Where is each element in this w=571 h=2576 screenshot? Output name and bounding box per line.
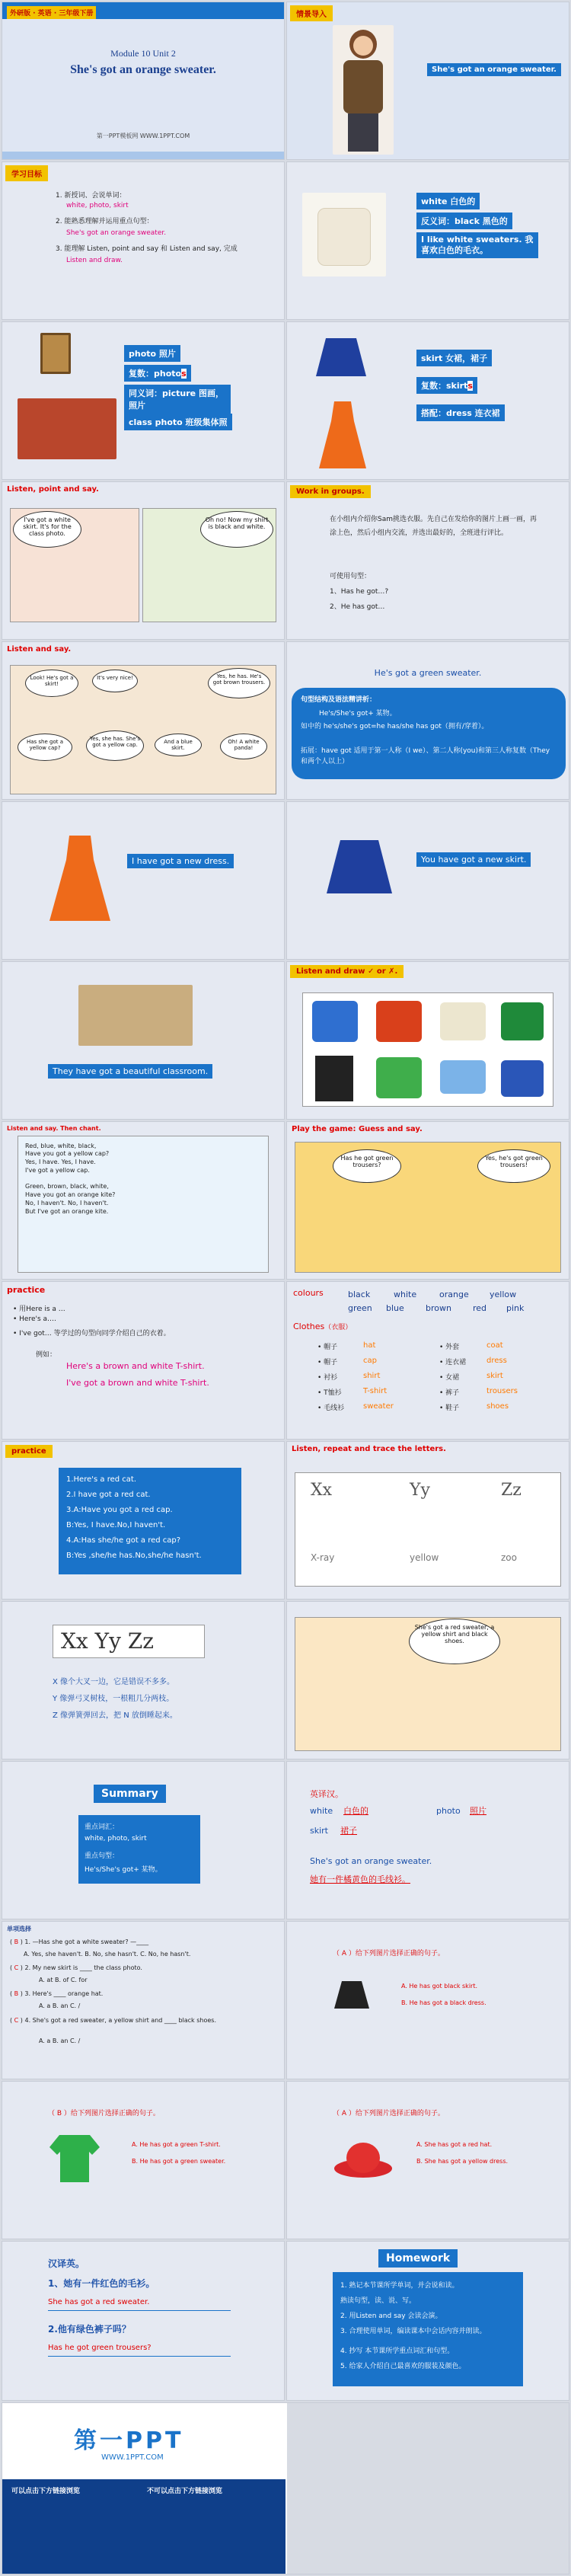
colour-yellow: yellow [490,1290,517,1299]
bubble-blue-skirt: And a blue skirt. [155,733,202,756]
listen-point-say-tag: Listen, point and say. [7,485,99,494]
c2e-answer-1: She has got a red sweater. [48,2298,150,2306]
practice-example-label: 例如： [36,1351,57,1359]
dialogue-line-2: 2.I have got a red cat. [66,1491,151,1499]
chant-line-2: Have you got a yellow cap? [25,1150,110,1157]
choose-hat-heading: （ A ）给下列图片选择正确的句子。 [333,2110,445,2117]
class-photo-picture [18,398,116,459]
mc-question-3: ( B ) 3. Here's ____ orange hat. [10,1990,104,1997]
slide-objectives[interactable] [2,161,285,320]
objective-1: 1. 新授词、会说单词： [56,192,126,200]
bubble-describe: She's got a red sweater, a yellow shirt and black shoes. [409,1619,500,1664]
c2e-heading: 汉译英。 [48,2258,85,2269]
slide-cover[interactable] [2,2,285,160]
group-work-pattern-label: 可使用句型： [330,573,372,580]
slide-choose-skirt[interactable] [286,1921,569,2079]
translate-white-answer: 白色的 [343,1806,368,1816]
translate-skirt-answer: 裙子 [340,1826,357,1836]
slide-choose-sweater[interactable] [2,2081,285,2239]
practice-example-1: Here's a brown and white T-shirt. [66,1361,205,1371]
shirt-icon [440,1002,486,1040]
mc-question-4: ( C ) 4. She's got a red sweater, a yellow shirt and ____ black shoes. [10,2017,216,2024]
group-work-pattern-1: 1、Has he got…? [330,588,389,596]
homework-line-2: 熟读句型，读、说、写。 [340,2297,416,2305]
black-skirt-picture [333,1980,371,2010]
clothes-en-4: T-shirt [363,1387,388,1395]
clothes-en-8: skirt [486,1372,503,1380]
slide-new-skirt[interactable] [286,801,569,960]
slide-listen-say-cartoon[interactable] [2,641,285,800]
colour-orange: orange [439,1290,469,1299]
framed-photo-picture [40,333,71,374]
clothes-cn-10: • 鞋子 [439,1405,460,1412]
lead-in-tag: 情景导入 [290,5,333,21]
chant-line-5: Green, brown, black, white, [25,1183,109,1190]
chant-line-4: I've got a yellow cap. [25,1167,90,1174]
chant-line-3: Yes, I have. Yes, I have. [25,1159,96,1165]
chant-line-6: Have you got an orange kite? [25,1191,116,1198]
practice-example-2: I've got a brown and white T-shirt. [66,1378,209,1388]
slide-listen-point-say[interactable] [2,481,285,640]
colour-pink: pink [506,1303,525,1313]
slide-describe-scene[interactable] [286,1601,569,1759]
choose-sweater-option-a: A. He has got a green T-shirt. [132,2141,221,2148]
colours-label: colours [293,1288,324,1298]
shoes-icon [501,1060,544,1097]
slide-letters-trace[interactable] [286,1441,569,1600]
clothes-cn-5: • 毛线衫 [317,1405,345,1412]
translate-sentence-answer: 她有一件橘黄色的毛线衫。 [310,1874,410,1884]
homework-line-6: 5. 给家人介绍自己最喜欢的服装及颜色。 [340,2363,466,2370]
listen-draw-tag: Listen and draw ✓ or ✗. [290,965,404,978]
letters-big: Xx Yy Zz [61,1628,155,1654]
white-sweater-picture [302,193,386,276]
classroom-caption: They have got a beautiful classroom. [48,1064,212,1079]
rhyme-y: Y 像弹弓叉树枝，一根粗几分两枝。 [53,1695,174,1703]
practice-line-2: • Here's a…. [13,1315,56,1323]
cap-icon [440,1060,486,1094]
slide-chinese-to-english[interactable] [2,2241,285,2401]
clothes-en-1: hat [363,1341,376,1350]
letters-big-box [53,1625,205,1658]
letter-zz: Zz [501,1481,522,1500]
mc-options-4: A. a B. an C. / [39,2037,81,2044]
bubble-guess-question: Has he got green trousers? [333,1149,401,1183]
slide-letters-rhyme[interactable] [2,1601,285,1759]
green-sweater-picture [48,2132,101,2185]
objectives-tag: 学习目标 [5,165,48,181]
homework-line-4: 3. 合理使用单词，编读课本中会话内容并朗读。 [340,2328,486,2335]
objective-1-words: white, photo, skirt [66,202,129,209]
clothes-cn-4: • T恤衫 [317,1389,342,1397]
c2e-question-1: 1、她有一件红色的毛衫。 [48,2278,155,2289]
bubble-panda: Oh! A white panda! [220,733,267,759]
translate-photo-answer: 照片 [470,1806,486,1816]
c2e-question-2: 2.他有绿色裤子吗？ [48,2324,131,2335]
dialogue-line-6: B:Yes ,she/he has.No,she/he hasn't. [66,1552,202,1560]
grammar-extension: 拓展：have got 适用于第一人称（I we）、第二人称(you)和第三人称复数（They 和两个人以上） [301,747,550,765]
cover-module: Module 10 Unit 2 [110,48,176,59]
slide-footer-banner[interactable] [2,2402,569,2574]
red-hat-picture [333,2135,394,2181]
class-photo-definition: class photo 班级集体照 [124,414,232,430]
word-xray: X-ray [311,1552,335,1563]
choose-skirt-option-a: A. He has got black skirt. [401,1983,478,1990]
mc-options-1: A. Yes, she haven't. B. No, she hasn't. C. No, he hasn't. [24,1951,191,1958]
green-shirt-icon [376,1057,422,1098]
colour-red: red [473,1303,487,1313]
slide-lead-in[interactable] [286,2,569,160]
summary-pattern: He's/She's got+ 某物。 [85,1866,162,1874]
chant-tag: Listen and say. Then chant. [7,1125,101,1132]
bubble-yellow-cap: Has she got a yellow cap? [18,733,72,761]
cover-title: She's got an orange sweater. [70,63,216,76]
bubble-nice: It's very nice! [92,670,138,692]
dialogue-line-3: 3.A:Have you got a red cap. [66,1506,173,1514]
objective-2-sentence: She's got an orange sweater. [66,229,167,237]
translate-sentence: She's got an orange sweater. [310,1856,432,1866]
cover-series-badge: 外研版 · 英语 · 三年级下册 [7,6,96,19]
slide-guess-game[interactable] [286,1121,569,1280]
dialogue-line-5: 4.A:Has she/he got a red cap? [66,1536,181,1545]
rhyme-x: X 像个大叉一边，它是错误不多多。 [53,1678,175,1686]
homework-box [333,2272,523,2386]
footer-empty-area [287,2403,569,2574]
letter-yy: Yy [410,1481,430,1500]
clothes-en-9: trousers [486,1387,518,1395]
photo-synonym: 同义词：picture 图画，照片 [124,385,231,414]
clothes-en-3: shirt [363,1372,381,1380]
multiple-choice-tag: 单项选择 [7,1926,31,1932]
slide-chant[interactable] [2,1121,285,1280]
group-work-tag: Work in groups. [290,485,371,498]
clothes-en-5: sweater [363,1402,394,1411]
footer-links-area [2,2479,286,2574]
clothes-cn-8: • 女裙 [439,1374,460,1382]
sweater-icon [312,1001,358,1042]
practice-line-1: • 用Here is a … [13,1306,65,1313]
footer-link-heading-1[interactable]: 可以点击下方链接浏览 [11,2488,81,2495]
grammar-pattern: He's/She's got+ 某物。 [319,710,397,718]
practice-dialogue-tag: practice [5,1445,53,1458]
objective-3-task: Listen and draw. [66,257,123,264]
choose-hat-option-a: A. She has got a red hat. [416,2141,493,2148]
word-yellow: yellow [410,1552,439,1563]
mc-question-2: ( C ) 2. My new skirt is ____ the class photo. [10,1964,142,1971]
clothes-cn-9: • 裤子 [439,1389,460,1397]
summary-pattern-label: 重点句型： [85,1852,120,1860]
summary-words: white, photo, skirt [85,1835,147,1843]
grammar-heading: 句型结构及语法精讲析： [301,696,377,704]
skirt-collocation: 搭配：dress 连衣裙 [416,404,505,421]
white-example: I like white sweaters. 我喜欢白色的毛衣。 [416,232,538,258]
mc-options-2: A. at B. of C. for [39,1977,88,1983]
slide-new-dress[interactable] [2,801,285,960]
practice-line-3: • I've got… 等学过的句型向同学介绍自己的衣着。 [13,1330,171,1338]
homework-line-1: 1. 熟记本节课所学单词，并会说和读。 [340,2282,459,2290]
colour-white: white [394,1290,417,1299]
chant-line-8: But I've got an orange kite. [25,1208,109,1215]
colour-black: black [348,1290,371,1299]
colour-green: green [348,1303,372,1313]
photo-plural: 复数：photos [124,365,191,382]
footer-logo: 第一PPT [74,2427,184,2454]
blue-skirt-picture-2 [325,837,394,898]
chant-line-7: No, I haven't. No, I haven't. [25,1200,109,1207]
classroom-picture [78,985,193,1046]
guess-game-tag: Play the game: Guess and say. [292,1125,423,1133]
clothes-cn-6: • 外套 [439,1344,460,1351]
coat-icon [376,1001,422,1042]
choose-skirt-heading: （ A ）给下列图片选择正确的句子。 [333,1950,445,1958]
homework-line-3: 2. 用Listen and say 会读会演。 [340,2312,442,2320]
slide-word-photo[interactable] [2,321,285,480]
slide-choose-hat[interactable] [286,2081,569,2239]
letters-worksheet [295,1472,561,1587]
slide-multiple-choice[interactable] [2,1921,285,2079]
photo-definition: photo 照片 [124,345,180,362]
clothes-grid [302,992,553,1107]
orange-dress-picture-2 [48,833,112,924]
letter-xx: Xx [311,1481,333,1500]
clothes-en-7: dress [486,1357,507,1365]
white-antonym: 反义词：black 黑色的 [416,213,512,229]
c2e-answer-2: Has he got green trousers? [48,2344,152,2352]
bubble-she-has: Yes, she has. She's got a yellow cap. [86,730,144,761]
bubble-trousers: Yes, he has. He's got brown trousers. [208,668,270,698]
slide-practice-intro[interactable] [2,1281,285,1440]
practice-dialogue-box [59,1468,241,1574]
skirt-plural: 复数：skirts [416,377,477,394]
summary-box [78,1815,200,1884]
word-zoo: zoo [501,1552,517,1563]
objective-2: 2. 能熟悉理解并运用重点句型： [56,218,154,225]
tshirt-icon [501,1002,544,1040]
translate-photo: photo [436,1806,461,1816]
clothes-cn-3: • 衬衫 [317,1374,338,1382]
grammar-title: He's got a green sweater. [374,668,482,678]
clothes-en-10: shoes [486,1402,509,1411]
choose-sweater-option-b: B. He has got a green sweater. [132,2158,226,2165]
slide-listen-draw[interactable] [286,961,569,1120]
c2e-answer-line-2 [48,2356,231,2357]
translate-skirt: skirt [310,1826,328,1836]
mc-options-3: A. a B. an C. / [39,2002,81,2009]
bubble-guess-answer: Yes, he's got green trousers! [477,1149,550,1183]
colour-blue: blue [386,1303,404,1313]
skirt-definition: skirt 女裙，裙子 [416,350,492,366]
trousers-icon [315,1056,353,1101]
footer-url: WWW.1PPT.COM [101,2453,164,2462]
translate-white: white [310,1806,333,1816]
objective-3: 3. 能理解 Listen, point and say 和 Listen and say, 完成 [56,245,238,253]
mc-question-1: ( B ) 1. —Has she got a white sweater? —____ [10,1938,149,1945]
slide-summary[interactable] [2,1761,285,1919]
dialogue-line-1: 1.Here's a red cat. [66,1475,136,1484]
footer-logo-area [2,2403,286,2479]
homework-line-5: 4. 抄写 本节课所学重点词汇和句型。 [340,2347,455,2355]
letters-trace-tag: Listen, repeat and trace the letters. [292,1445,446,1453]
bubble-look: Look! He's got a skirt! [25,670,78,697]
clothes-en-6: coat [486,1341,503,1350]
choose-skirt-option-b: B. He has got a black dress. [401,1999,486,2006]
footer-link-heading-2[interactable]: 不可以点击下方链接浏览 [147,2488,223,2495]
chant-line-1: Red, blue, white, black, [25,1143,97,1149]
slide-homework[interactable] [286,2241,569,2401]
white-definition: white 白色的 [416,193,480,209]
slide-word-white[interactable] [286,161,569,320]
speech-bubble-white-skirt: I've got a white skirt. It's for the class photo. [13,511,81,548]
practice-tag: practice [7,1285,46,1295]
slide-practice-dialogue[interactable] [2,1441,285,1600]
summary-title: Summary [94,1785,166,1803]
slide-grammar[interactable] [286,641,569,800]
cover-footer-bar [2,152,284,159]
grammar-note: 如中的 he's/she's got=he has/she has got（拥有/穿着）。 [301,723,489,730]
clothes-cn-7: • 连衣裙 [439,1359,467,1366]
slide-translate[interactable] [286,1761,569,1919]
slide-word-skirt[interactable] [286,321,569,480]
rhyme-z: Z 像弹簧弹回去，把 N 放倒睡起来。 [53,1711,177,1720]
blue-skirt-picture [314,334,368,380]
cover-site: 第一PPT模板网 WWW.1PPT.COM [96,133,190,139]
grammar-panel [292,688,566,779]
homework-title: Homework [378,2249,458,2268]
c2e-answer-line-1 [48,2310,231,2311]
listen-say-tag: Listen and say. [7,645,72,654]
woman-photo [333,25,394,155]
clothes-cn-1: • 帽子 [317,1344,338,1351]
choose-hat-option-b: B. She has got a yellow dress. [416,2158,509,2165]
lead-in-caption: She's got an orange sweater. [427,63,561,76]
slide-group-work[interactable] [286,481,569,640]
summary-words-label: 重点词汇： [85,1823,120,1831]
dialogue-line-4: B:Yes, I have.No,I haven't. [66,1521,166,1529]
group-work-instruction: 在小组内介绍你Sam挑选衣服。先自己在发给你的图片上画一画，再涂上色，然后小组内交流，并选出最好的，全班进行评比。 [330,516,537,537]
slide-vocabulary[interactable] [286,1281,569,1440]
new-skirt-caption: You have got a new skirt. [416,852,531,867]
speech-bubble-shirt: Oh no! Now my shirt is black and white. [200,511,273,548]
translate-heading: 英译汉。 [310,1789,343,1799]
clothes-cn-2: • 帽子 [317,1359,338,1366]
choose-sweater-heading: （ B ）给下列图片选择正确的句子。 [48,2110,160,2117]
orange-dress-picture [317,398,368,471]
new-dress-caption: I have got a new dress. [127,854,234,868]
clothes-label: Clothes（衣服） [293,1322,352,1331]
clothes-en-2: cap [363,1357,377,1365]
colour-brown: brown [426,1303,451,1313]
group-work-pattern-2: 2、He has got… [330,603,385,611]
slide-classroom[interactable] [2,961,285,1120]
